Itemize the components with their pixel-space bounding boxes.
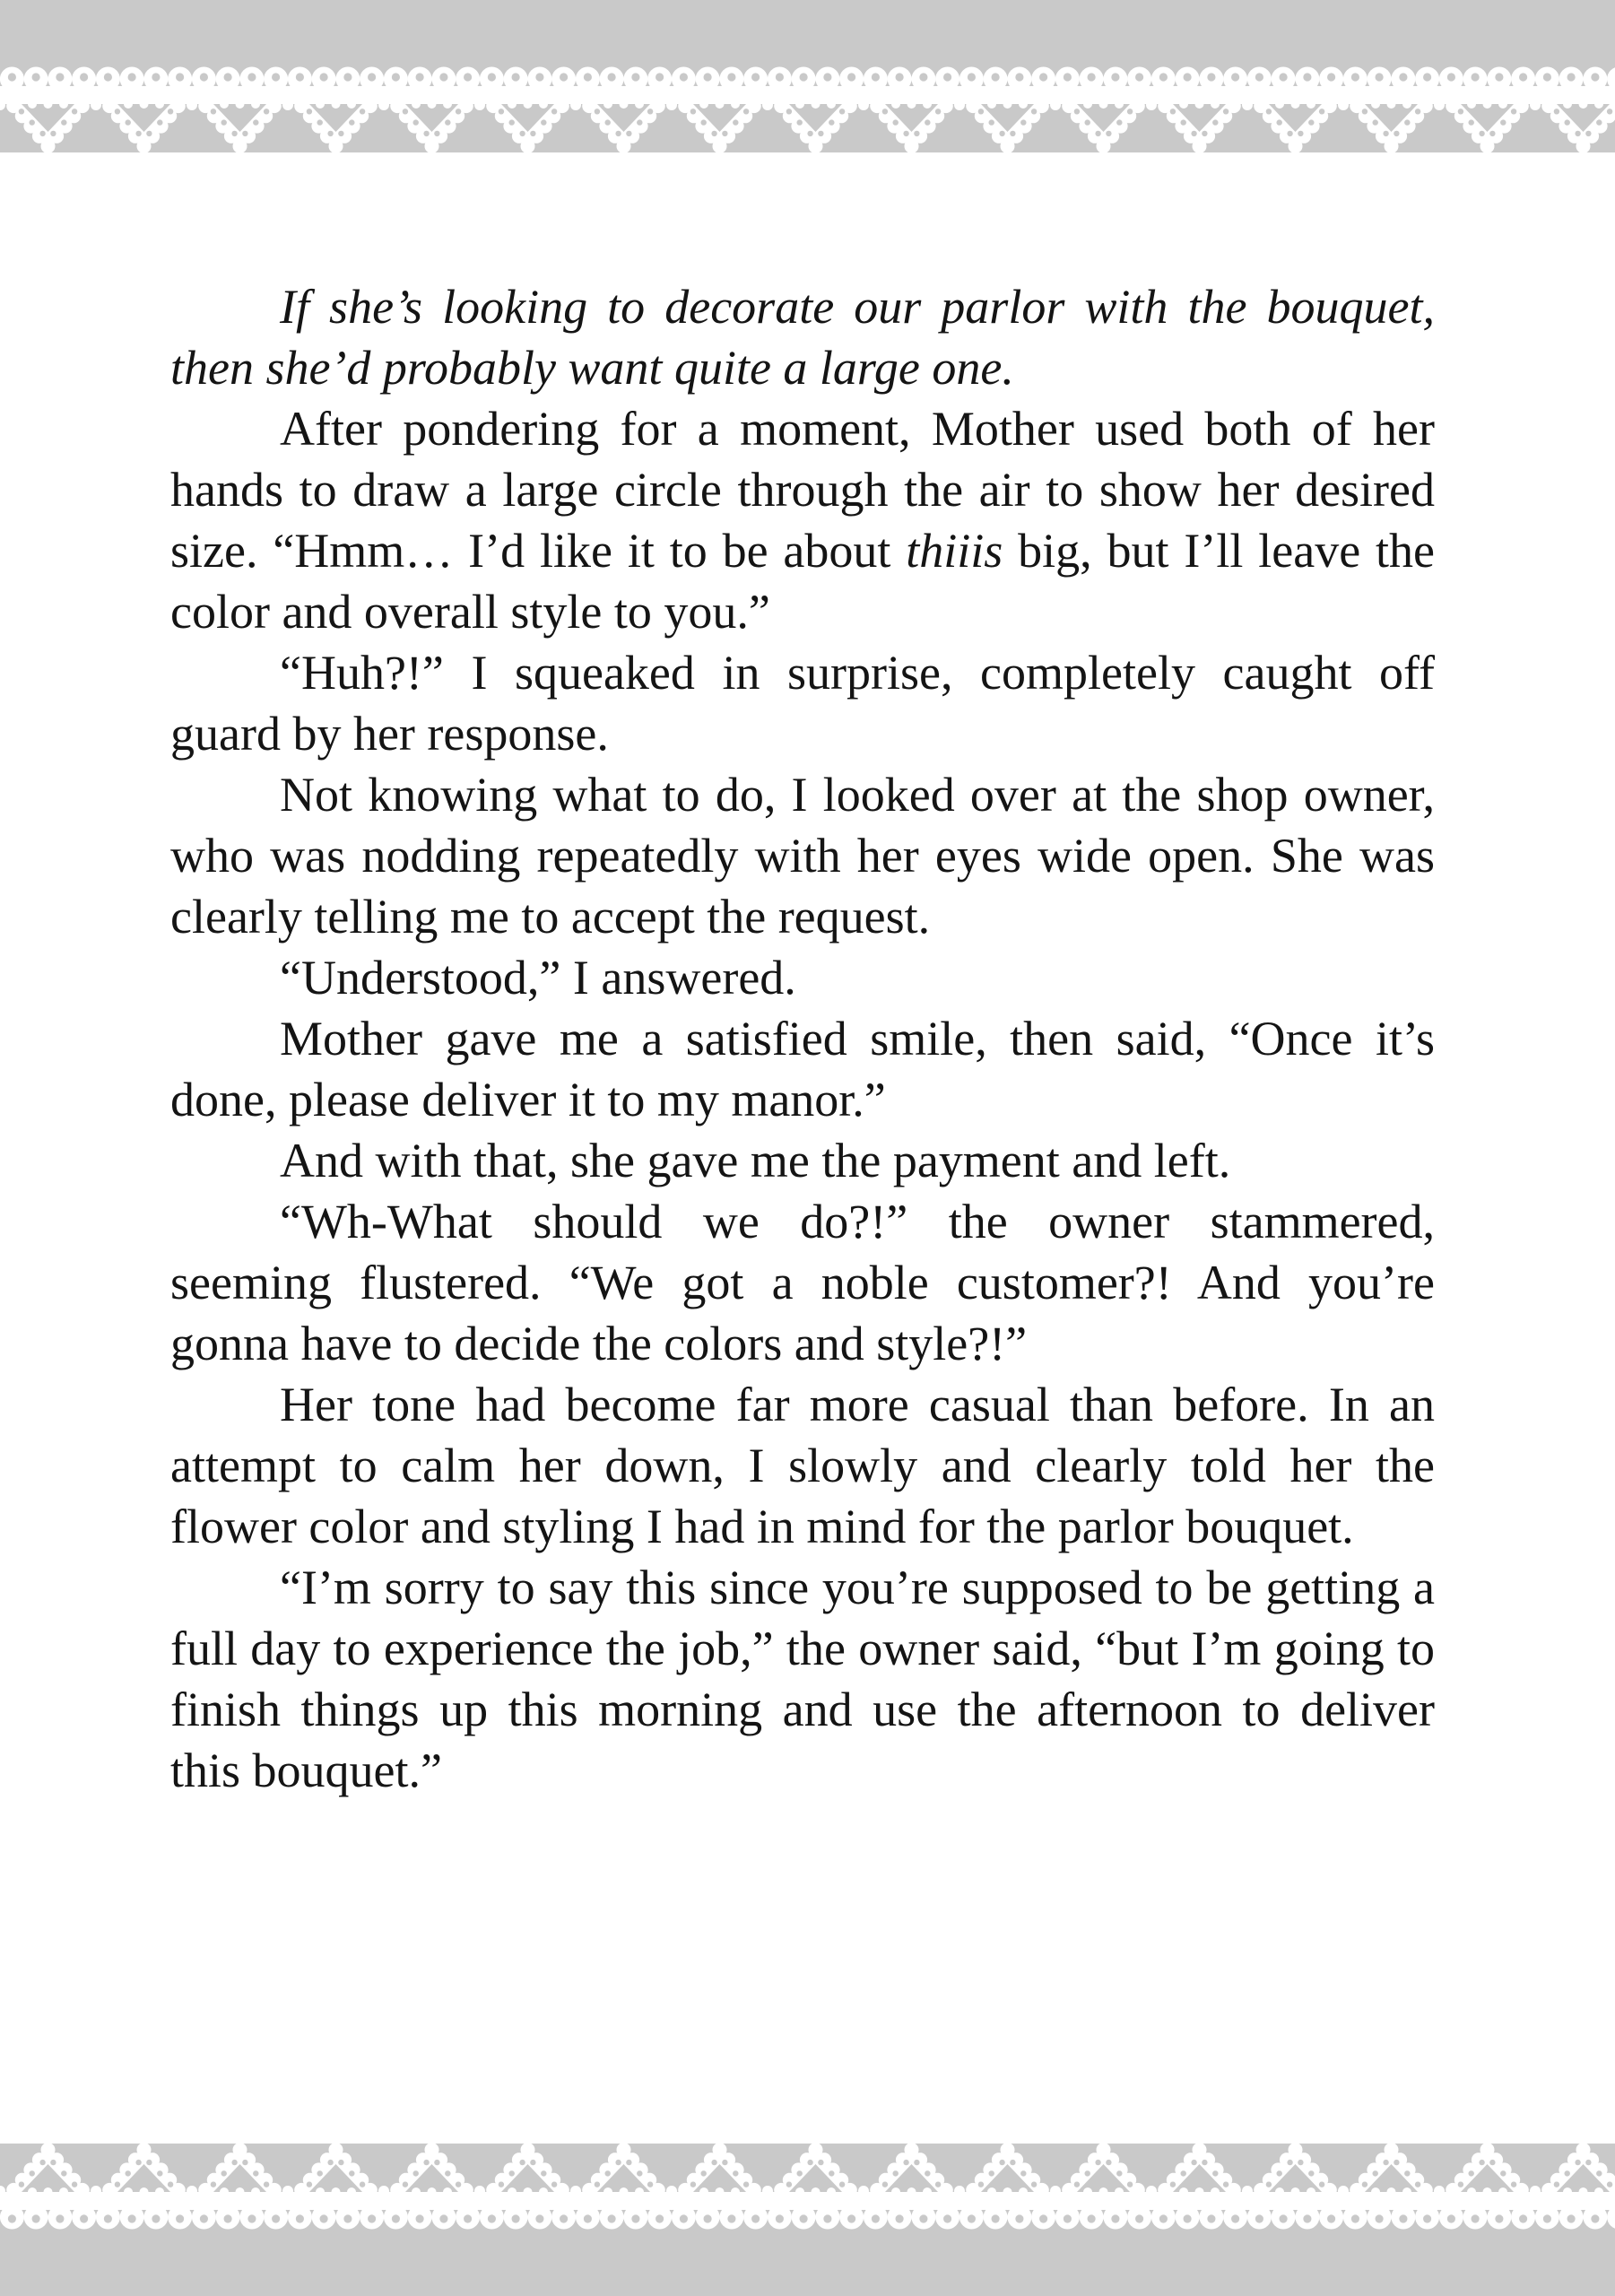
paragraph-7: And with that, she gave me the payment and left. <box>280 1134 1231 1187</box>
paragraph-9: Her tone had become far more casual than before. In an attempt to calm her down, I slowly and clearly told her the flower color and styling I had in mind for the parlor bouquet. <box>170 1378 1435 1553</box>
paragraph-segment: After pondering for a moment, Mother used both of her hands to draw a large circle through the air to show her desired size. “Hmm… I’d like it to be about <box>170 402 1435 578</box>
text-block <box>170 276 1435 1801</box>
paragraph-6: Mother gave me a satisfied smile, then said, “Once it’s done, please deliver it to my manor.” <box>170 1012 1435 1126</box>
paragraph-5: “Understood,” I answered. <box>280 951 796 1004</box>
paragraph-segment: big, but I’ll leave the color and overall style to you.” <box>170 524 1435 639</box>
lace-border-bottom <box>0 2144 1615 2296</box>
paragraph-segment-italic: thiiis <box>906 524 1003 578</box>
paragraph-4: Not knowing what to do, I looked over at the shop owner, who was nodding repeatedly with her eyes wide open. She was clearly telling me to accept the request. <box>170 768 1435 944</box>
paragraph-3: “Huh?!” I squeaked in surprise, completely caught off guard by her response. <box>170 646 1435 761</box>
paragraph-1-thought: If she’s looking to decorate our parlor with the bouquet, then she’d probably want quite a large one. <box>170 280 1435 395</box>
paragraph-10: “I’m sorry to say this since you’re supposed to be getting a full day to experience the job,” the owner said, “but I’m going to finish things up this morning and use the afternoon to deliver this bouquet.” <box>170 1561 1435 1797</box>
lace-border-top <box>0 0 1615 152</box>
paragraph-8: “Wh-What should we do?!” the owner stammered, seeming flustered. “We got a noble customer?! And you’re gonna have to decide the colors and style?!” <box>170 1195 1435 1370</box>
paragraph-2 <box>170 398 1435 642</box>
